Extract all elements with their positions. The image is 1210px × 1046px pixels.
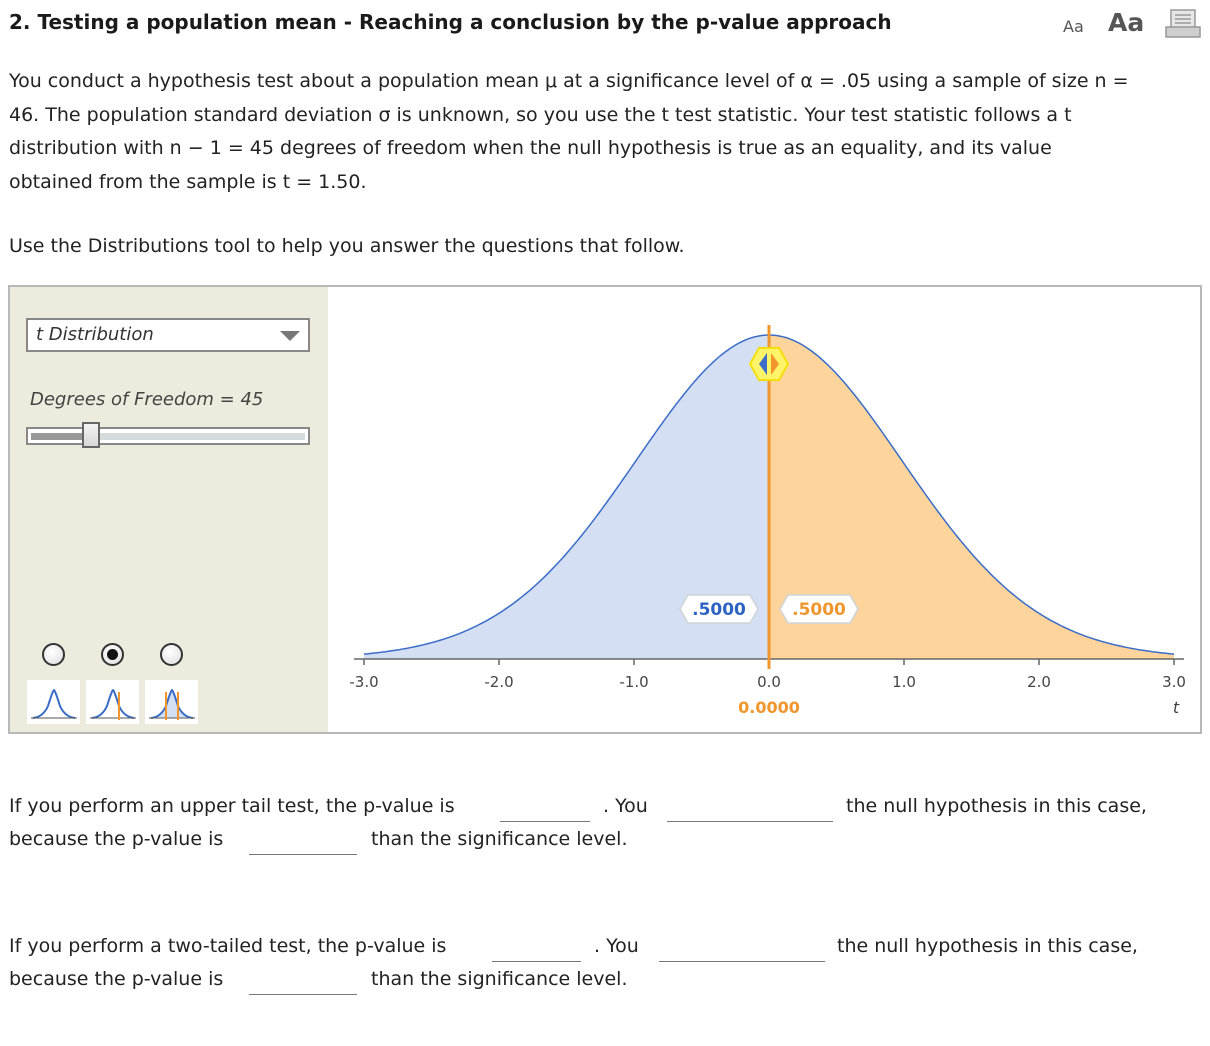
- two-tail-curve-icon[interactable]: [86, 680, 139, 724]
- comparison-upper-tail-dropdown[interactable]: [249, 831, 357, 855]
- slider-thumb[interactable]: [82, 422, 100, 448]
- radio-left-tail[interactable]: [42, 643, 65, 666]
- slider-rest: [94, 433, 305, 440]
- distributions-tool: [8, 285, 1202, 734]
- x-tick-label: 3.0: [1162, 673, 1186, 691]
- question-text: the null hypothesis in this case,: [846, 795, 1147, 817]
- question-text: the null hypothesis in this case,: [837, 935, 1138, 957]
- degrees-of-freedom-slider[interactable]: [26, 427, 310, 445]
- problem-line: obtained from the sample is t = 1.50.: [9, 170, 367, 193]
- right-area-value: .5000: [792, 600, 846, 620]
- p-value-upper-tail-dropdown[interactable]: [500, 798, 590, 822]
- question-text: because the p-value is: [9, 828, 224, 850]
- p-value-two-tailed-dropdown[interactable]: [492, 938, 581, 962]
- x-tick-label: 2.0: [1027, 673, 1051, 691]
- page-title: 2. Testing a population mean - Reaching a conclusion by the p-value approach: [9, 10, 892, 34]
- decision-upper-tail-dropdown[interactable]: [667, 798, 833, 822]
- question-text: . You: [594, 935, 639, 957]
- right-area-badge: [780, 595, 858, 623]
- chevron-down-icon: [280, 331, 300, 341]
- x-tick-label: -3.0: [349, 673, 379, 691]
- marker-value-label: 0.0000: [738, 698, 800, 717]
- problem-line: distribution with n − 1 = 45 degrees of freedom when the null hypothesis is true as an equality, and its value: [9, 137, 1052, 159]
- x-tick-label: 0.0: [757, 673, 781, 691]
- left-area-badge: [680, 595, 758, 623]
- x-tick-label: -2.0: [484, 673, 514, 691]
- question-text: If you perform an upper tail test, the p-value is: [9, 795, 455, 817]
- distribution-select-value: t Distribution: [36, 324, 154, 345]
- problem-statement: [9, 65, 1204, 199]
- tool-instruction: Use the Distributions tool to help you answer the questions that follow.: [9, 235, 685, 257]
- question-text: because the p-value is: [9, 968, 224, 990]
- question-text: . You: [603, 795, 648, 817]
- question-text: than the significance level.: [371, 828, 628, 850]
- tool-control-panel: [10, 287, 328, 732]
- right-tail-curve-icon[interactable]: [145, 680, 198, 724]
- distribution-select[interactable]: [26, 318, 310, 352]
- left-area-value: .5000: [692, 600, 746, 620]
- problem-line: You conduct a hypothesis test about a population mean μ at a significance level of α = .05 using a sample of size n =: [9, 70, 1129, 92]
- distribution-chart: [328, 287, 1202, 732]
- question-text: than the significance level.: [371, 968, 628, 990]
- question-text: If you perform a two-tailed test, the p-value is: [9, 935, 447, 957]
- problem-line: 46. The population standard deviation σ is unknown, so you use the t test statistic. Your test statistic follows a t: [9, 103, 1072, 126]
- font-size-small-button[interactable]: Aa: [1063, 17, 1084, 36]
- x-tick-label: 1.0: [892, 673, 916, 691]
- marker-drag-handle[interactable]: [750, 348, 788, 380]
- x-tick-label: -1.0: [619, 673, 649, 691]
- comparison-two-tailed-dropdown[interactable]: [249, 971, 357, 995]
- font-size-large-button[interactable]: Aa: [1108, 8, 1145, 37]
- left-tail-curve-icon[interactable]: [27, 680, 80, 724]
- x-axis-label: t: [1172, 698, 1180, 717]
- degrees-of-freedom-label: Degrees of Freedom = 45: [30, 389, 264, 410]
- radio-right-tail[interactable]: [160, 643, 183, 666]
- print-icon[interactable]: [1165, 9, 1201, 39]
- radio-two-tail[interactable]: [101, 643, 124, 666]
- decision-two-tailed-dropdown[interactable]: [659, 938, 825, 962]
